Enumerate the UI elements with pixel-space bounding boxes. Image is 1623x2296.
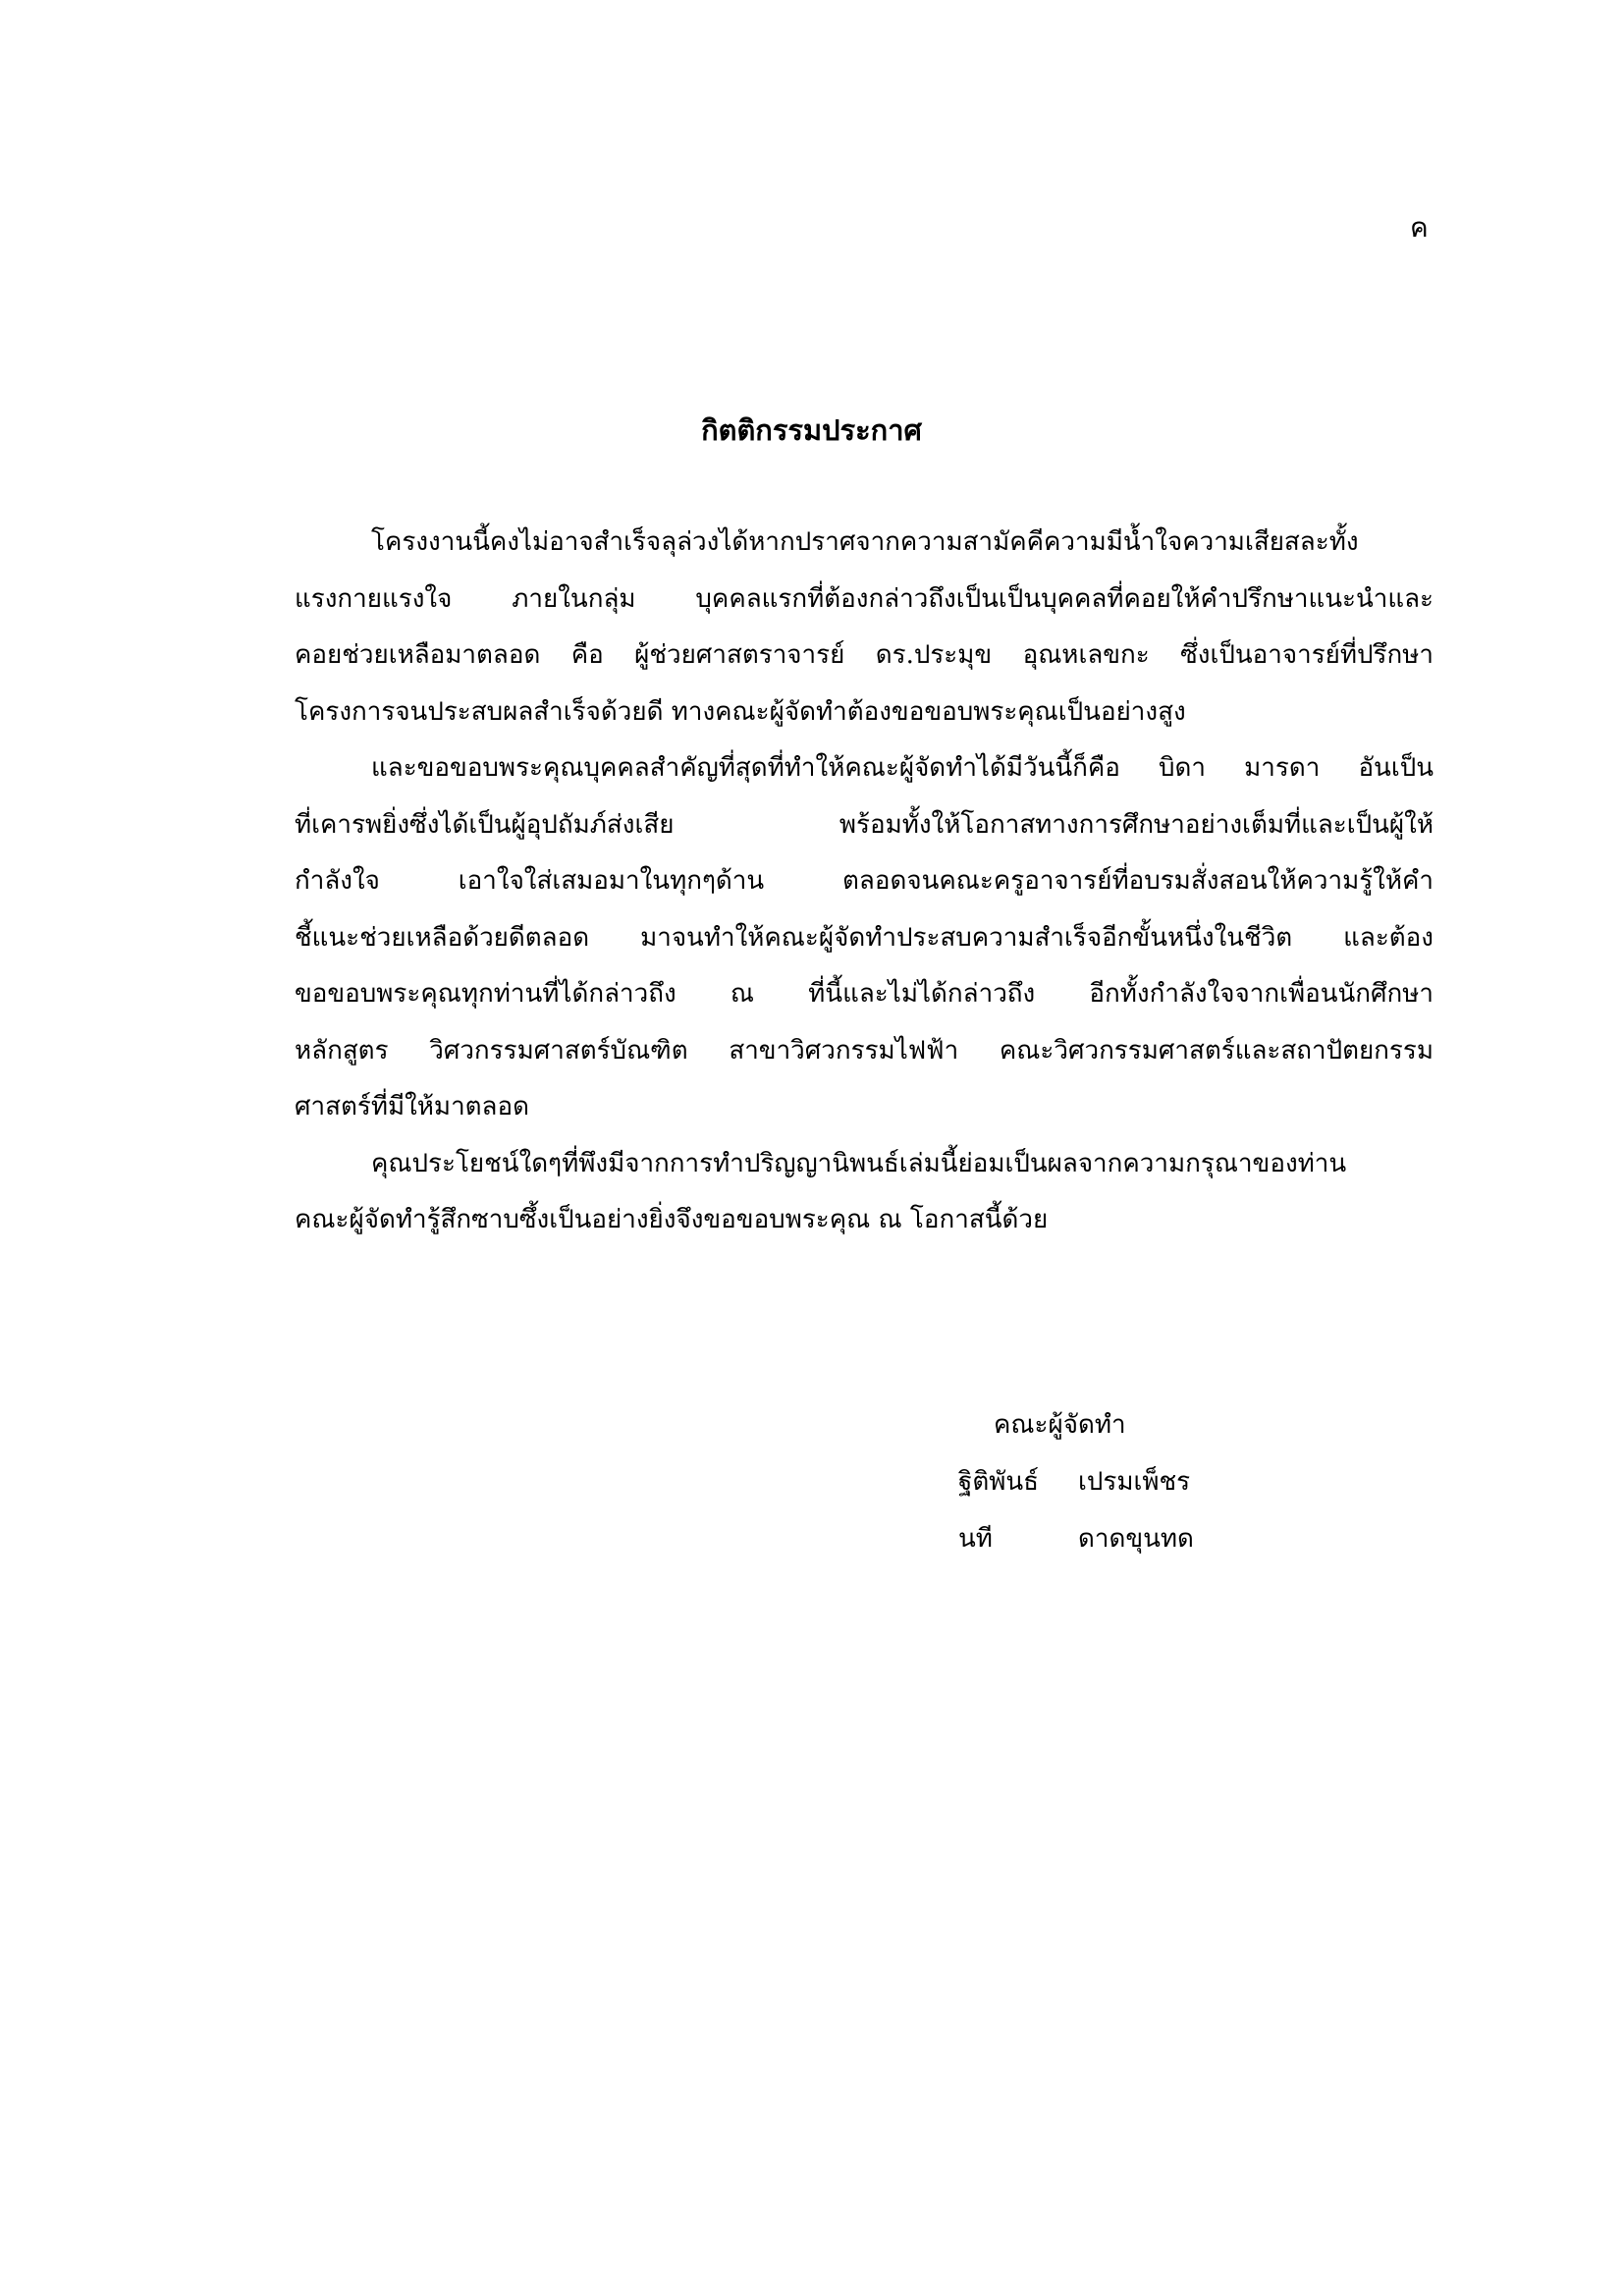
paragraph-line: ขอขอบพระคุณทุกท่านที่ได้กล่าวถึง ณ ที่นี้และไม่ได้กล่าวถึง อีกทั้งกำลังใจจากเพื่อนนักศึกษา xyxy=(295,979,1434,1009)
signature-member xyxy=(958,1453,1253,1510)
signature-block xyxy=(958,1396,1253,1567)
acknowledgement-body xyxy=(295,515,1434,1249)
paragraph-line: คณะผู้จัดทำรู้สึกซาบซึ้งเป็นอย่างยิ่งจึงขอขอบพระคุณ ณ โอกาสนี้ด้วย xyxy=(295,1205,1049,1234)
signature-group-label: คณะผู้จัดทำ xyxy=(994,1410,1126,1440)
signature-member xyxy=(958,1510,1253,1567)
paragraph-line: ชี้แนะช่วยเหลือด้วยดีตลอด มาจนทำให้คณะผู้จัดทำประสบความสำเร็จอีกขั้นหนึ่งในชีวิต และต้อง xyxy=(295,922,1434,953)
paragraph-line: กำลังใจ เอาใจใส่เสมอมาในทุกๆด้าน ตลอดจนคณะครูอาจารย์ที่อบรมสั่งสอนให้ความรู้ให้คำ xyxy=(295,866,1434,896)
paragraph-line: และขอขอบพระคุณบุคคลสำคัญที่สุดที่ทำให้คณะผู้จัดทำได้มีวันนี้ก็คือ บิดา มารดา อันเป็น xyxy=(371,753,1434,783)
member-last-name: ดาดขุนทด xyxy=(1078,1524,1194,1554)
paragraph-line: ที่เคารพยิ่งซึ่งได้เป็นผู้อุปถัมภ์ส่งเสีย พร้อมทั้งให้โอกาสทางการศึกษาอย่างเต็มที่และเป็นผู้ให้ xyxy=(295,809,1434,840)
member-first-name: นที xyxy=(958,1524,993,1554)
paragraph-2 xyxy=(295,740,1434,1136)
paragraph-3 xyxy=(295,1136,1434,1249)
page-title: กิตติกรรมประกาศ xyxy=(701,413,922,447)
paragraph-line: คุณประโยชน์ใดๆที่พึงมีจากการทำปริญญานิพนธ์เล่มนี้ย่อมเป็นผลจากความกรุณาของท่าน xyxy=(371,1148,1347,1178)
paragraph-line: หลักสูตร วิศวกรรมศาสตร์บัณฑิต สาขาวิศวกรรมไฟฟ้า คณะวิศวกรรมศาสตร์และสถาปัตยกรรม xyxy=(295,1035,1434,1066)
paragraph-1 xyxy=(295,515,1434,740)
paragraph-line: คอยช่วยเหลือมาตลอด คือ ผู้ช่วยศาสตราจารย์ ดร.ประมุข อุณหเลขกะ ซึ่งเป็นอาจารย์ที่ปรึกษา xyxy=(295,640,1434,670)
paragraph-line: ศาสตร์ที่มีให้มาตลอด xyxy=(295,1092,529,1121)
member-first-name: ฐิติพันธ์ xyxy=(958,1467,1040,1497)
paragraph-line: โครงงานนี้คงไม่อาจสำเร็จลุล่วงได้หากปราศจากความสามัคคีความมีน้ำใจความเสียสละทั้ง xyxy=(371,527,1359,557)
paragraph-line: แรงกายแรงใจ ภายในกลุ่ม บุคคลแรกที่ต้องกล่าวถึงเป็นเป็นบุคคลที่คอยให้คำปรึกษาแนะนำและ xyxy=(295,583,1434,614)
member-last-name: เปรมเพ็ชร xyxy=(1078,1467,1191,1497)
paragraph-line: โครงการจนประสบผลสำเร็จด้วยดี ทางคณะผู้จัดทำต้องขอขอบพระคุณเป็นอย่างสูง xyxy=(295,696,1186,727)
page-number: ค xyxy=(1410,211,1429,244)
